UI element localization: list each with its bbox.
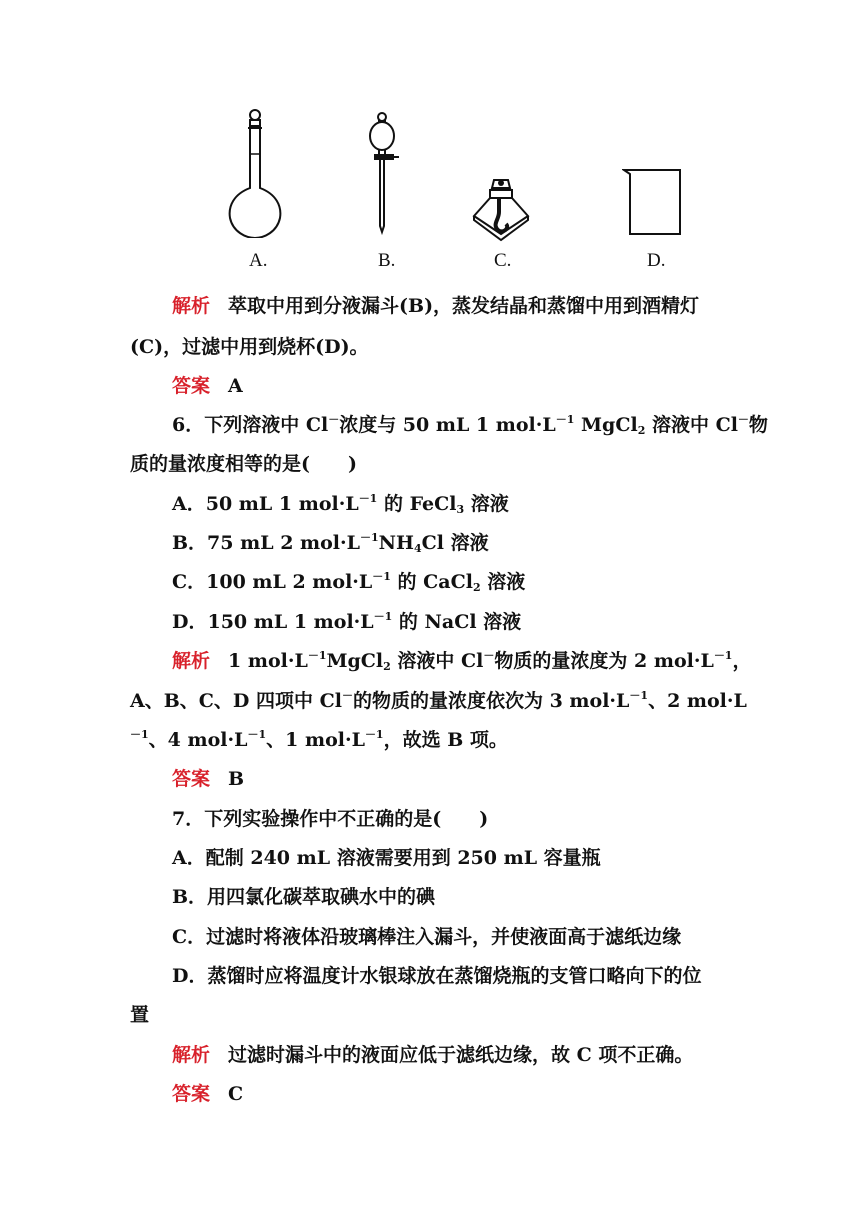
- label-d: D.: [647, 250, 666, 271]
- separatory-funnel-icon: [362, 112, 404, 236]
- analysis-tag: 解析: [172, 295, 211, 317]
- volumetric-flask-icon: [226, 106, 286, 238]
- answer-tag: 答案: [172, 768, 211, 790]
- answer-tag: 答案: [172, 375, 211, 397]
- q6-stem-line2: 质的量浓度相等的是( ): [130, 453, 357, 475]
- q6-answer: 答案 B: [172, 768, 245, 790]
- q6-option-a: A．50 mL 1 $mol\cdot L^{-1}$ 的 FeCl$_3$ 溶液: [172, 492, 509, 516]
- q6-option-b: B．75 mL 2 $mol\cdot L^{-1}NH_4Cl$ 溶液: [172, 531, 489, 555]
- q7-option-d-line1: D．蒸馏时应将温度计水银球放在蒸馏烧瓶的支管口略向下的位: [172, 965, 702, 987]
- q6-stem-line1: 6．下列溶液中 Cl－浓度与 50 mL 1 $mol\cdot L^{-1}$ MgCl$_2$ 溶液中 Cl－物: [172, 413, 768, 437]
- q7-answer: 答案 C: [172, 1083, 244, 1105]
- beaker-icon: [622, 168, 684, 238]
- apparatus-figure: [0, 100, 860, 280]
- q6-option-d: D．150 mL 1 $mol\cdot L^{-1}$ 的 NaCl 溶液: [172, 610, 522, 633]
- q5-analysis-line1: 解析 萃取中用到分液漏斗(B)，蒸发结晶和蒸馏中用到酒精灯: [172, 295, 700, 317]
- q6-analysis-line1: 解析 1 $mol\cdot L^{-1}MgCl_2$ 溶液中 Cl－物质的量浓度为 2 $mol\cdot L^{-1}$，: [172, 649, 752, 673]
- label-b: B.: [378, 250, 396, 271]
- analysis-tag: 解析: [172, 1044, 211, 1066]
- q7-stem: 7．下列实验操作中不正确的是( ): [172, 808, 489, 830]
- q6-analysis-line3: $^{-1}$、4 $mol\cdot L^{-1}$、1 $mol\cdot L^{-1}$，故选 B 项。: [130, 728, 508, 751]
- q5-analysis-line2: (C)，过滤中用到烧杯(D)。: [130, 336, 369, 358]
- q7-option-b: B．用四氯化碳萃取碘水中的碘: [172, 886, 436, 908]
- q6-analysis-line2: A、B、C、D 四项中 Cl－的物质的量浓度依次为 3 $mol\cdot L^{-1}$、2 mol·L: [130, 689, 747, 712]
- q7-option-a: A．配制 240 mL 溶液需要用到 250 mL 容量瓶: [172, 847, 601, 869]
- q7-option-c: C．过滤时将液体沿玻璃棒注入漏斗，并使液面高于滤纸边缘: [172, 926, 682, 948]
- label-c: C.: [494, 250, 512, 271]
- q7-analysis: 解析 过滤时漏斗中的液面应低于滤纸边缘，故 C 项不正确。: [172, 1044, 694, 1066]
- answer-tag: 答案: [172, 1083, 211, 1105]
- q6-option-c: C．100 mL 2 $mol\cdot L^{-1}$ 的 CaCl$_2$ 溶液: [172, 570, 526, 594]
- q7-option-d-line2: 置: [130, 1004, 150, 1026]
- q5-answer: 答案 A: [172, 375, 243, 397]
- label-a: A.: [249, 250, 268, 271]
- alcohol-lamp-icon: [470, 176, 532, 242]
- analysis-tag: 解析: [172, 650, 211, 672]
